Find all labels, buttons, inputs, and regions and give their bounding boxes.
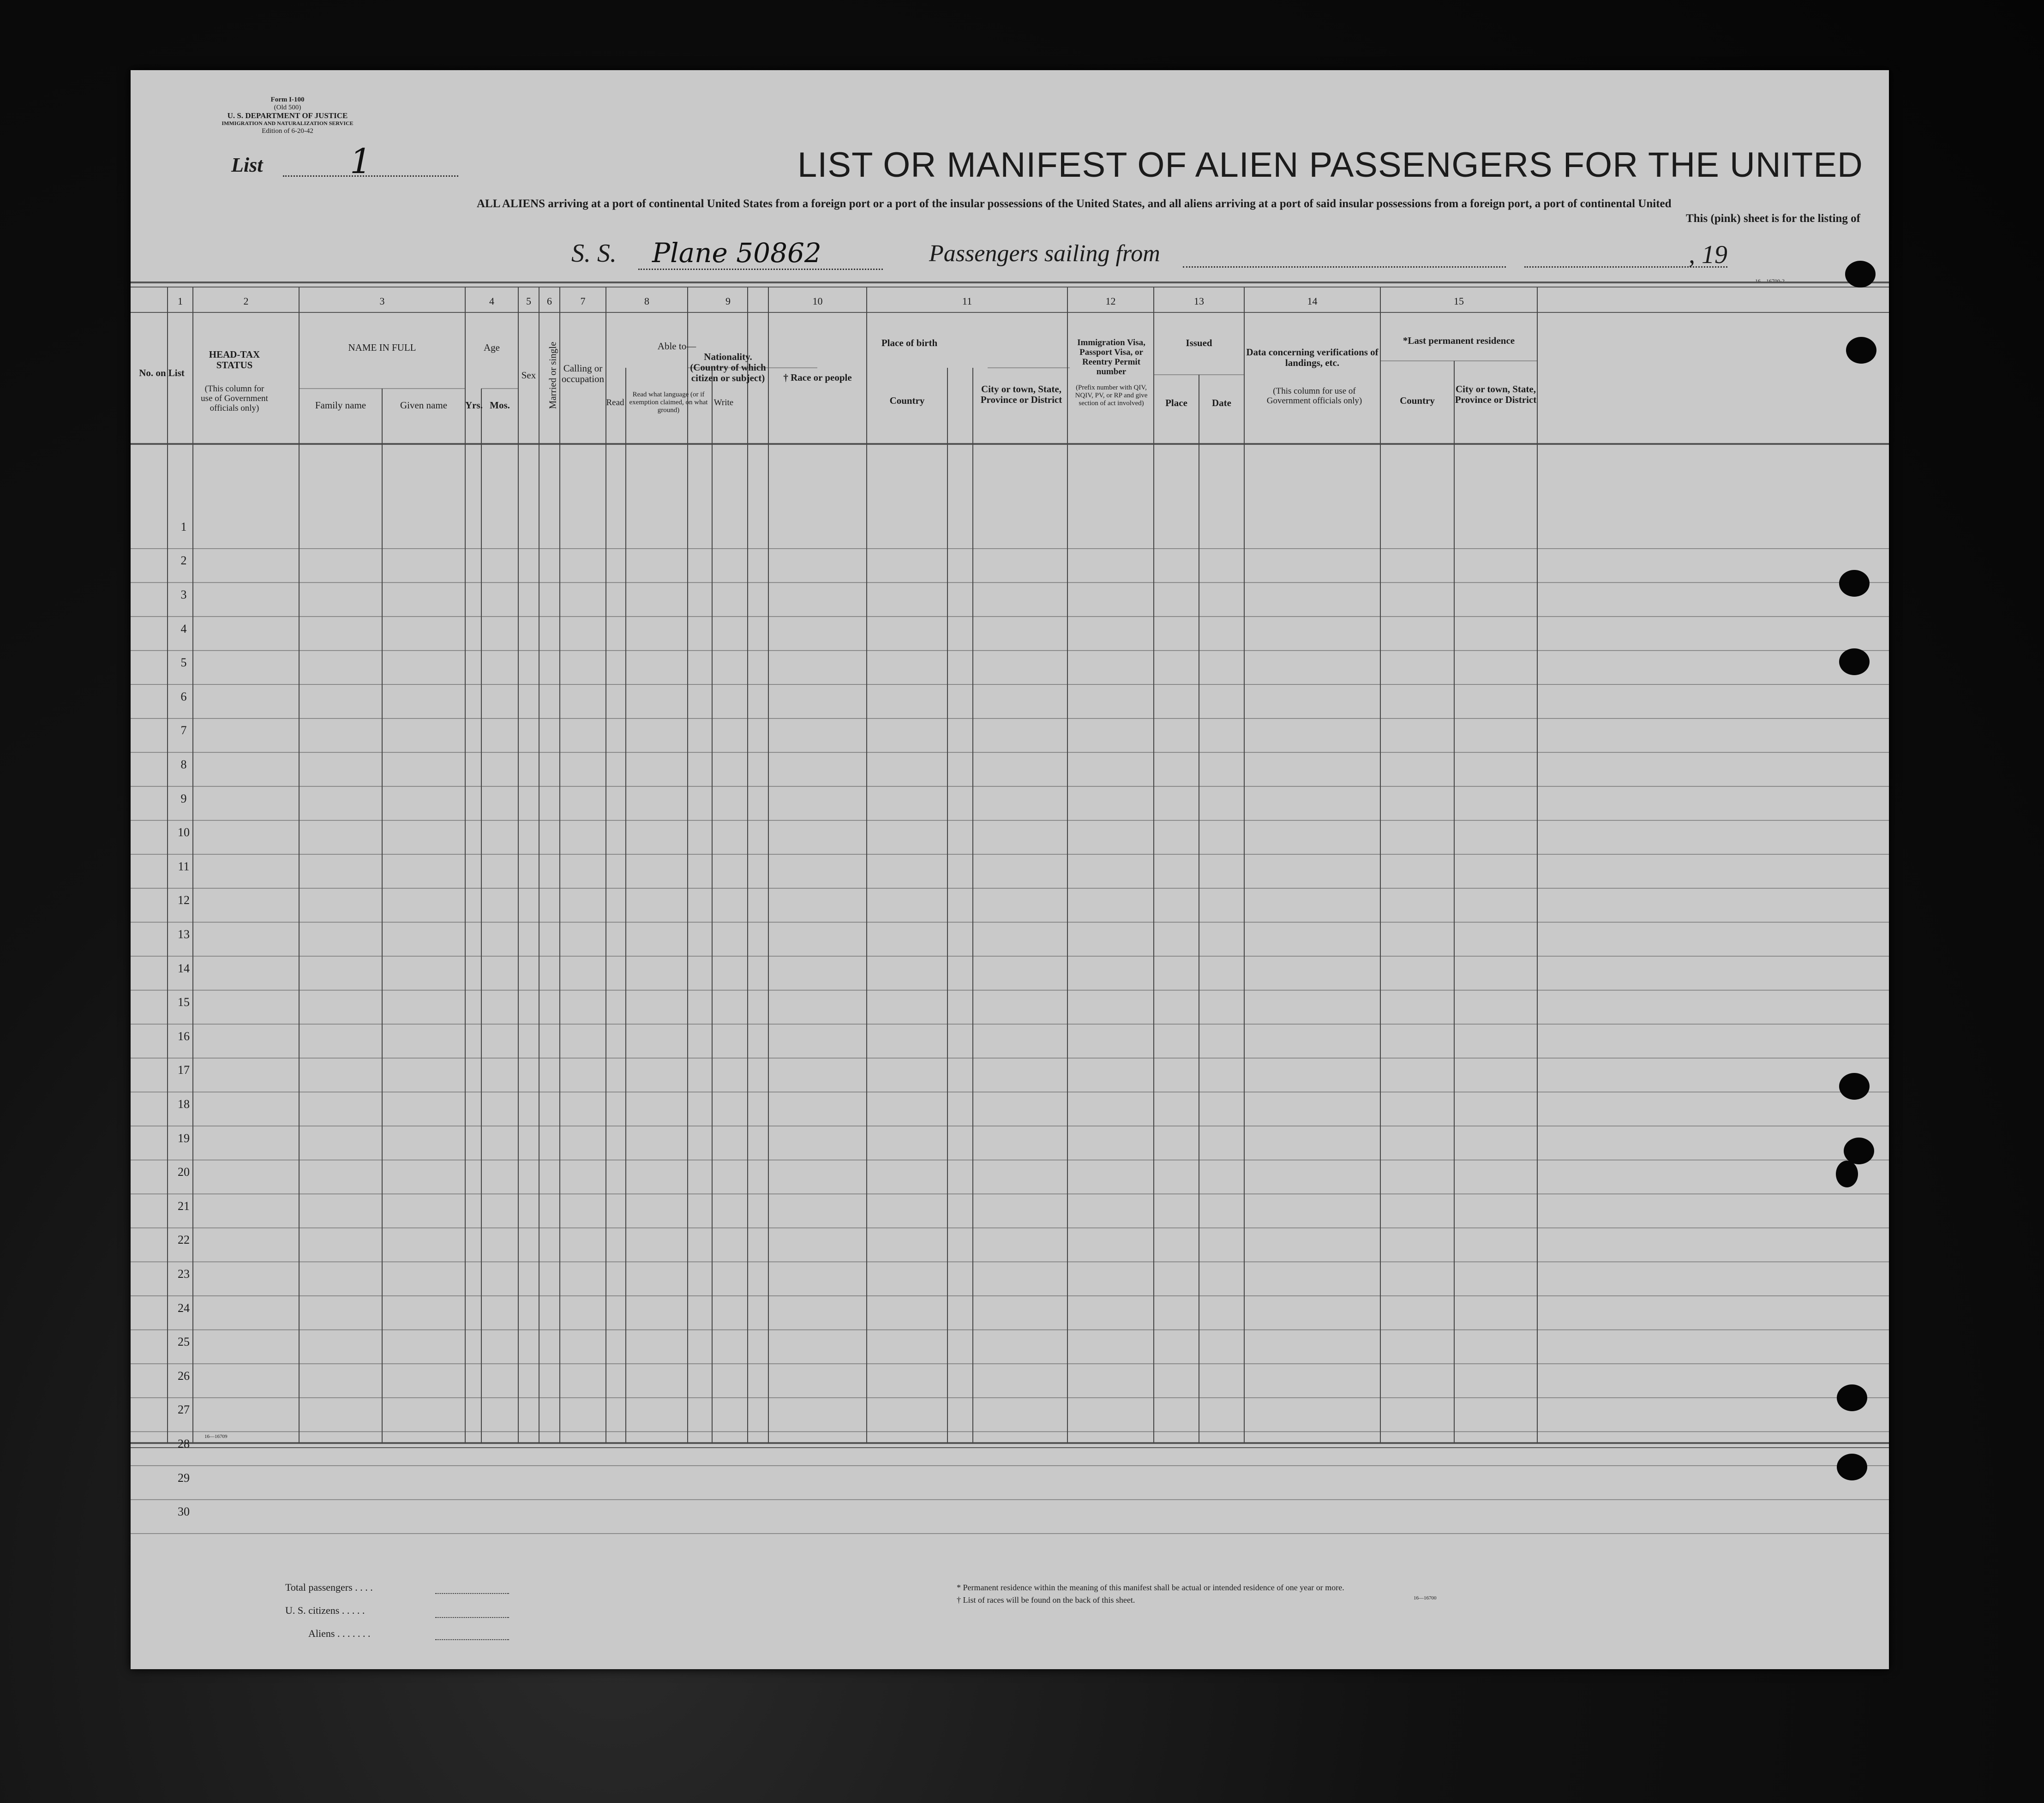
- col12-header: Immigration Visa, Passport Visa, or Reentry Permit number: [1077, 338, 1145, 377]
- col4-mos: Mos.: [490, 400, 510, 411]
- column-number: 13: [1194, 295, 1204, 307]
- col8-read: Read: [606, 398, 624, 407]
- column-number: 9: [725, 295, 731, 307]
- column-number: 4: [489, 295, 494, 307]
- list-value: 1: [350, 142, 372, 181]
- col11-country: Country: [889, 395, 925, 406]
- row-number: 24: [178, 1301, 190, 1315]
- column-number: 15: [1454, 295, 1464, 307]
- col15-city: City or town, State, Province or District: [1455, 383, 1537, 405]
- column-number: 8: [644, 295, 649, 307]
- row-number: 21: [178, 1199, 190, 1213]
- row-number: 3: [180, 588, 187, 601]
- col3-given: Given name: [400, 400, 448, 411]
- row-number: 8: [180, 758, 187, 771]
- col5-header: Sex: [521, 370, 536, 381]
- punch-hole: [1837, 1384, 1867, 1411]
- service: IMMIGRATION AND NATURALIZATION SERVICE: [222, 120, 354, 126]
- punch-hole: [1839, 1073, 1870, 1100]
- footnote-code: 16—16700: [1414, 1595, 1437, 1601]
- row-number: 2: [180, 554, 187, 568]
- list-label: List: [231, 154, 263, 176]
- col11-city: City or town, State, Province or District: [980, 383, 1062, 405]
- col13-date: Date: [1212, 397, 1231, 408]
- punch-hole: [1839, 570, 1870, 597]
- column-number: 2: [243, 295, 249, 307]
- top-right-code: 16—16700-2: [1755, 278, 1785, 284]
- row-number: 16: [178, 1029, 190, 1043]
- row-number: 19: [178, 1131, 190, 1145]
- col14-note: (This column for use of Government officials only): [1266, 386, 1362, 406]
- column-number: 1: [178, 295, 183, 307]
- ss-value: Plane 50862: [652, 237, 821, 269]
- row-number: 30: [178, 1505, 190, 1519]
- col12-note: (Prefix number with QIV, NQIV, PV, or RP and give section of act involved): [1075, 384, 1148, 407]
- subtitle-line2: This (pink) sheet is for the listing of: [1685, 212, 1860, 225]
- punch-hole: [1845, 261, 1876, 288]
- year-label: , 19: [1689, 240, 1727, 269]
- row-number: 25: [178, 1335, 190, 1349]
- row-number: 17: [178, 1063, 190, 1077]
- punch-hole: [1846, 337, 1876, 364]
- column-number: 5: [526, 295, 531, 307]
- column-number: 10: [812, 295, 823, 307]
- col9-header: Nationality. (Country of which citizen or subject): [690, 351, 766, 383]
- col3-header: NAME IN FULL: [348, 342, 416, 353]
- col13-header: Issued: [1186, 337, 1212, 348]
- column-number: 7: [580, 295, 586, 307]
- row-number: 6: [180, 689, 187, 703]
- row-number: 15: [178, 995, 190, 1009]
- column-number: 3: [379, 295, 385, 307]
- us-citizens-line: [435, 1617, 509, 1618]
- edition: Edition of 6-20-42: [262, 127, 313, 135]
- ss-label: S. S.: [571, 239, 617, 268]
- col15-country: Country: [1400, 395, 1435, 406]
- column-number: 14: [1307, 295, 1318, 307]
- table-grid: [131, 70, 1889, 1669]
- col10-header: † Race or people: [783, 372, 852, 383]
- footnote-races: † List of races will be found on the back of this sheet.: [957, 1595, 1135, 1605]
- col2-note: (This column for use of Government officials only): [201, 384, 268, 413]
- col4-yrs: Yrs.: [465, 400, 483, 411]
- punch-hole: [1839, 648, 1870, 675]
- col2-header: HEAD-TAX STATUS: [209, 349, 260, 371]
- row-number: 12: [178, 893, 190, 907]
- column-number: 6: [547, 295, 552, 307]
- row-number: 5: [180, 656, 187, 670]
- column-number: 11: [962, 295, 972, 307]
- total-passengers-line: [435, 1593, 509, 1594]
- row-number: 14: [178, 961, 190, 975]
- manifest-sheet: [131, 70, 1889, 1669]
- row-number: 9: [180, 791, 187, 805]
- col11-header: Place of birth: [881, 337, 938, 348]
- form-old-number: (Old 500): [274, 104, 301, 111]
- sailing-label: Passengers sailing from: [929, 240, 1160, 267]
- bottom-left-code: 16—16709: [204, 1434, 228, 1439]
- col4-header: Age: [484, 342, 500, 353]
- row-number: 10: [178, 826, 190, 839]
- row-number: 13: [178, 928, 190, 941]
- row-number: 22: [178, 1233, 190, 1247]
- row-number: 20: [178, 1165, 190, 1179]
- subtitle-line1: ALL ALIENS arriving at a port of continental United States from a foreign port or a port of the insular possessions of the United States, and all aliens arriving at a port of said insular possessions from a foreign port, a port of continental United: [477, 198, 1672, 210]
- row-number: 26: [178, 1369, 190, 1383]
- punch-hole: [1837, 1454, 1867, 1480]
- col13-place: Place: [1165, 397, 1187, 408]
- row-number: 4: [180, 622, 187, 635]
- aliens-label: Aliens . . . . . . .: [308, 1628, 371, 1639]
- col3-family: Family name: [315, 400, 366, 411]
- row-number: 29: [178, 1471, 190, 1485]
- col8-language: Read what language (or if exemption claimed, on what ground): [629, 391, 708, 414]
- us-citizens-label: U. S. citizens . . . . .: [285, 1605, 365, 1616]
- col7-header: Calling or occupation: [561, 363, 605, 384]
- row-number: 11: [178, 859, 190, 873]
- row-number: 1: [180, 520, 187, 533]
- col6-header: Married or single: [547, 341, 558, 409]
- form-number: Form I-100: [270, 96, 305, 103]
- row-number: 28: [178, 1437, 190, 1450]
- col15-header: *Last permanent residence: [1403, 335, 1515, 346]
- column-number: 12: [1105, 295, 1116, 307]
- row-number: 23: [178, 1267, 190, 1281]
- row-number: 18: [178, 1097, 190, 1111]
- footnote-permanent-residence: * Permanent residence within the meaning of this manifest shall be actual or intended residence of one year or more.: [957, 1583, 1344, 1592]
- col8-header: Able to—: [657, 341, 696, 352]
- col1-header: No. on List: [139, 367, 185, 378]
- total-passengers-label: Total passengers . . . .: [285, 1581, 373, 1593]
- row-number: 7: [180, 724, 187, 737]
- col14-header: Data concerning verifications of landings, etc.: [1246, 347, 1379, 368]
- punch-hole: [1836, 1161, 1858, 1187]
- department: U. S. DEPARTMENT OF JUSTICE: [227, 111, 348, 120]
- row-number: 27: [178, 1403, 190, 1417]
- aliens-line: [435, 1639, 509, 1640]
- page-title: LIST OR MANIFEST OF ALIEN PASSENGERS FOR THE UNITED: [797, 145, 1863, 185]
- col8-write: Write: [713, 398, 734, 407]
